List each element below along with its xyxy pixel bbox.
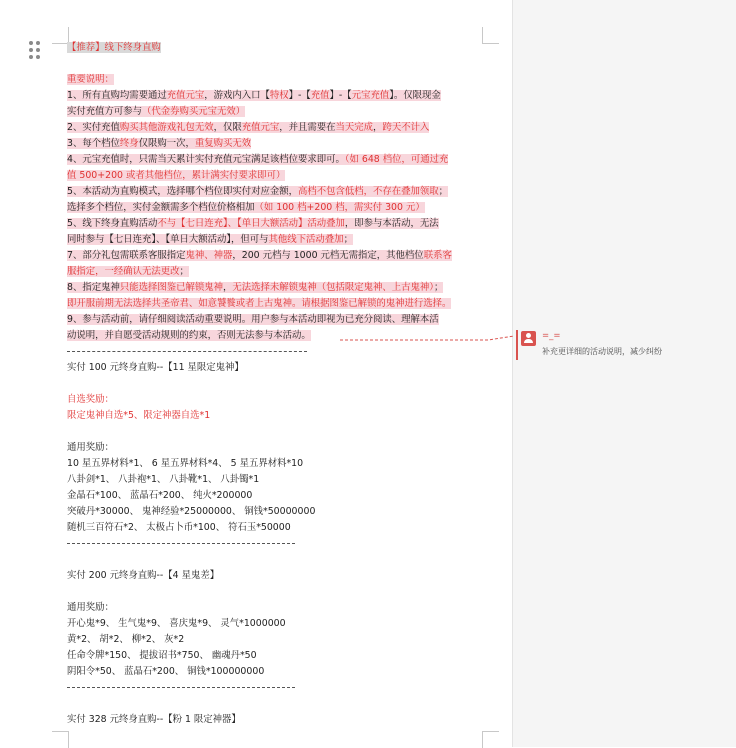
notice-text-run: 鬼神、神器 — [185, 250, 233, 261]
notice-text-run: 7、部分礼包需联系客服指定 — [67, 250, 186, 261]
reward-line: 黄*2、 胡*2、 柳*2、 灰*2 — [67, 634, 185, 645]
reward-line: 金晶石*100、 蓝晶石*200、 纯火*200000 — [67, 490, 253, 501]
notice-line — [67, 168, 485, 184]
notice-text-run: 5、本活动为直购模式，选择哪个档位即实付对应金额， — [67, 186, 298, 197]
comment-text[interactable]: 补充更详细的活动说明，减少纠纷 — [542, 347, 662, 356]
notice-text-run: 当天完成 — [335, 122, 374, 133]
notice-text-run: 高档不包含低档，不存在叠加领取 — [297, 186, 439, 197]
notice-line — [67, 280, 485, 296]
notice-text-run: ； — [343, 234, 353, 245]
notice-text-run: ，仅限 — [213, 122, 242, 133]
comment-card[interactable] — [516, 330, 730, 364]
tier-heading: 实付 328 元终身直购--【粉 1 限定神器】 — [67, 714, 241, 725]
notice-text-run: ，游戏内入口【 — [204, 90, 270, 101]
notice-line — [67, 136, 485, 152]
notice-text-run: 购买其他游戏礼包无效 — [119, 122, 214, 133]
notice-text-run: 】-【 — [329, 90, 352, 101]
notice-text-run: 元宝充值 — [351, 90, 390, 101]
margin-corner-bottom-left — [52, 731, 69, 748]
notice-line — [67, 200, 485, 216]
notice-line — [67, 248, 485, 264]
notice-line — [67, 88, 485, 104]
notice-text-run: ； — [433, 282, 444, 293]
notice-text-run: 值 500+200 或者其他档位，累计满实付要求即可） — [67, 170, 286, 181]
notice-text-run: 选择多个档位，实付金额需多个档位价格相加 — [67, 202, 255, 213]
notice-text-run: 4、元宝充值时，只需当天累计实付充值元宝满足该档位要求即可。 — [67, 154, 345, 165]
notice-text-run: ； — [438, 186, 448, 197]
notice-line — [67, 296, 485, 312]
notice-text-run: 不与【七日连充】、【单日大额活动】活动叠加 — [157, 218, 345, 229]
document-title: 【推荐】线下终身直购 — [67, 42, 161, 53]
notice-line — [67, 232, 485, 248]
notice-line — [67, 184, 485, 200]
drag-handle-icon[interactable] — [29, 41, 43, 61]
general-rewards-title: 通用奖励： — [67, 602, 114, 613]
notice-text-run: ，200 元档与 1000 元档无需指定，其他档位 — [232, 250, 424, 261]
notice-text-run: ，并且需要在 — [279, 122, 336, 133]
user-icon — [521, 331, 536, 346]
comment-panel — [512, 0, 736, 747]
notice-text-run: 其他线下活动叠加 — [268, 234, 344, 245]
notice-line — [67, 104, 485, 120]
notice-line — [67, 328, 485, 344]
notice-text-run: ， — [222, 282, 233, 293]
notice-text-run: 无法选择未解锁鬼神（包括限定鬼神、上古鬼神） — [232, 282, 434, 293]
notice-text-run: 动说明，并自愿受活动规则的约束，否则无法参与本活动。 — [67, 330, 311, 341]
notice-text-run: 同时参与【七日连充】、【单日大额活动】，但可与 — [67, 234, 269, 245]
notice-text-run: 充值 — [310, 90, 330, 101]
reward-line: 任命令牌*150、 提拔诏书*750、 幽魂丹*50 — [67, 650, 257, 661]
notice-text-run: ； — [179, 266, 189, 277]
notice-text-run: （如 100 档+200 档，需实付 300 元） — [254, 202, 425, 213]
notice-text-run: 只能选择图鉴已解锁鬼神 — [119, 282, 223, 293]
reward-line: 八卦剑*1、 八卦袍*1、 八卦靴*1、 八卦镯*1 — [67, 474, 260, 485]
notice-text-run: 充值元宝 — [166, 90, 205, 101]
notice-text-run: ，即参与本活动，无法 — [344, 218, 439, 229]
notice-line — [67, 152, 485, 168]
notice-text-run: 服指定，一经确认无法更改 — [67, 266, 180, 277]
notice-text-run: 终身 — [119, 138, 139, 149]
tier-heading: 实付 100 元终身直购--【11 星限定鬼神】 — [67, 362, 244, 373]
margin-corner-bottom-right — [482, 731, 499, 748]
notice-text-run: 1、所有直购均需要通过 — [67, 90, 167, 101]
reward-line: 突破丹*30000、 鬼神经验*25000000、 铜钱*50000000 — [67, 506, 316, 517]
reward-line: 阴阳令*50、 蓝晶石*200、 铜钱*100000000 — [67, 666, 265, 677]
notice-text-run: 重复购买无效 — [194, 138, 252, 149]
notice-text-run: 】。仅限现金 — [389, 90, 441, 101]
notice-text-run: 联系客 — [423, 250, 452, 261]
notice-text-run: 9、参与活动前，请仔细阅读活动重要说明。用户参与本活动即视为已充分阅读、理解本活 — [67, 314, 439, 325]
notice-line — [67, 264, 485, 280]
notice-text-run: （如 648 档位，可通过充 — [344, 154, 449, 165]
notice-text-run: 充值元宝 — [241, 122, 280, 133]
notice-text-run: 5、线下终身直购活动 — [67, 218, 158, 229]
optional-rewards-items: 限定鬼神自选*5、限定神器自选*1 — [67, 410, 211, 421]
notice-line — [67, 312, 485, 328]
notice-text-run: （代金券购买元宝无效） — [142, 106, 246, 117]
notice-text-run: 跨天不计入 — [382, 122, 430, 133]
section-divider — [67, 536, 485, 552]
comment-marker — [516, 330, 518, 360]
notice-line — [67, 120, 485, 136]
notice-text-run: 特权 — [269, 90, 289, 101]
notice-heading: 重要说明： — [67, 74, 114, 85]
notice-text-run: 即开服前期无法选择共圣帝君、如意饕餮或者上古鬼神。请根据图鉴已解锁的鬼神进行选择。 — [67, 298, 452, 309]
reward-line: 10 星五界材料*1、 6 星五界材料*4、 5 星五界材料*10 — [67, 458, 304, 469]
tier-heading: 实付 200 元终身直购--【4 星鬼差】 — [67, 570, 220, 581]
notice-text-run: 2、实付充值 — [67, 122, 120, 133]
section-divider — [67, 680, 485, 696]
notice-text-run: 实付充值方可参与 — [67, 106, 143, 117]
notice-text-run: 8、指定鬼神 — [67, 282, 120, 293]
comment-author: =_= — [542, 331, 561, 341]
notice-text-run: 仅限购一次， — [138, 138, 195, 149]
notice-line — [67, 216, 485, 232]
notice-text-run: ， — [373, 122, 383, 133]
optional-rewards-title: 自选奖励： — [67, 394, 114, 405]
document-body[interactable] — [67, 40, 485, 728]
reward-line: 随机三百符石*2、 太极占卜币*100、 符石玉*50000 — [67, 522, 291, 533]
notice-text-run: 】-【 — [288, 90, 311, 101]
general-rewards-title: 通用奖励： — [67, 442, 114, 453]
reward-line: 开心鬼*9、 生气鬼*9、 喜庆鬼*9、 灵气*1000000 — [67, 618, 286, 629]
section-divider — [67, 344, 485, 360]
notice-text-run: 3、每个档位 — [67, 138, 120, 149]
notice-list — [67, 88, 485, 344]
